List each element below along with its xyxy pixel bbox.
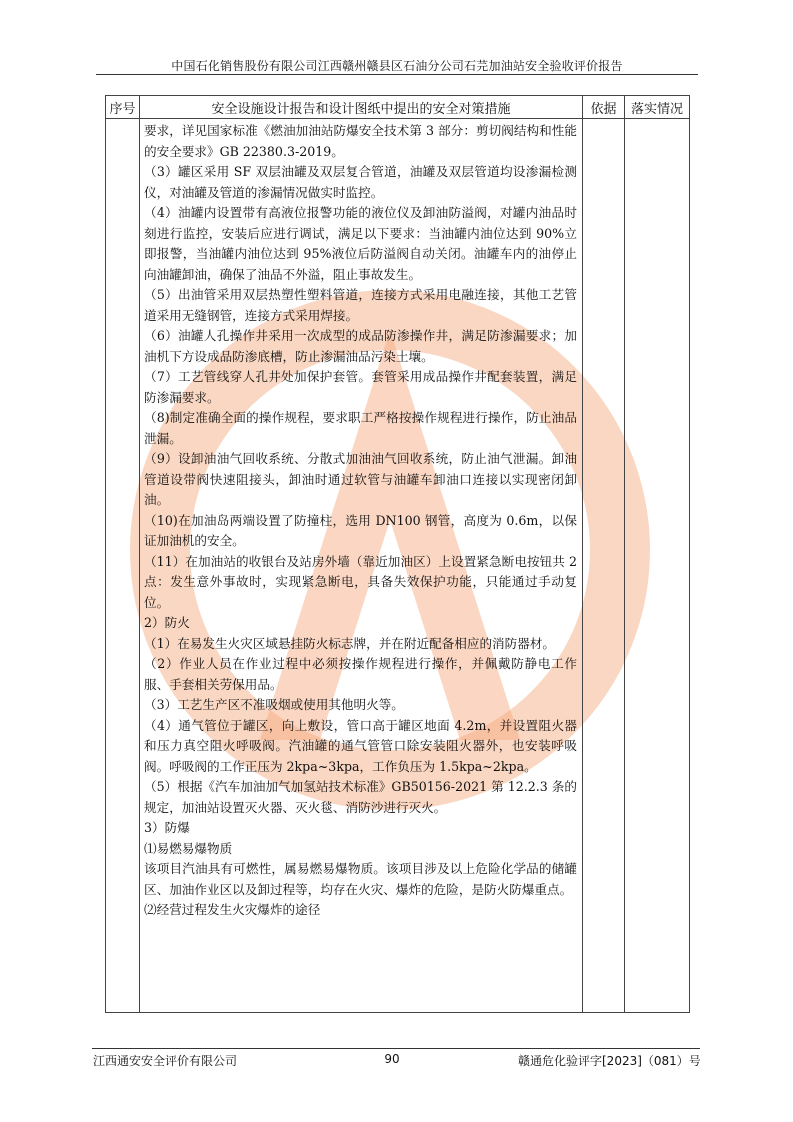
footer-company: 江西通安安全评价有限公司: [93, 1054, 238, 1068]
table-header-row: [106, 96, 690, 119]
paragraph: （3）工艺生产区不准吸烟或使用其他明火等。: [144, 697, 404, 712]
paragraph: （10)在加油岛两端设置了防撞柱，选用 DN100 钢管，高度为 0.6m，以保证加油机的安全。: [144, 512, 577, 548]
basis-cell: [583, 119, 625, 1013]
paragraph: （11）在加油站的收银台及站房外墙（靠近加油区）上设置紧急断电按钮共 2 点：发生意外事故时，实现紧急断电，具备失效保护功能，只能通过手动复位。: [144, 553, 577, 610]
subsection-heading: ⑵经营过程发生火灾爆炸的途径: [144, 902, 321, 917]
paragraph: 要求，详见国家标准《燃油加油站防爆安全技术第 3 部分：剪切阀结构和性能的安全要求》GB 22380.3-2019。: [144, 123, 577, 159]
column-header-status: 落实情况: [625, 96, 690, 119]
header-divider: [96, 74, 698, 75]
column-header-index: 序号: [106, 96, 140, 119]
paragraph: （4）油罐内设置带有高液位报警功能的液位仪及卸油防溢阀，对罐内油品时刻进行监控，安装后应进行调试，满足以下要求：当油罐内油位达到 90%立即报警，当油罐内油位达到 95%液位后防溢阀自动关闭。油罐车内的油停止向油罐卸油，确保了油品不外溢，阻止事故发生。: [144, 205, 577, 282]
subsection-heading: ⑴易燃易爆物质: [144, 840, 233, 856]
section-heading: 2）防火: [144, 615, 190, 630]
measures-cell: [140, 119, 583, 1013]
footer-divider: [92, 1048, 700, 1049]
column-header-basis: 依据: [583, 96, 625, 119]
paragraph: （9）设卸油油气回收系统、分散式加油油气回收系统，防止油气泄漏。卸油管道设带阀快速阻接头，卸油时通过软管与油罐车卸油口连接以实现密闭卸油。: [144, 451, 577, 507]
status-cell: [625, 119, 690, 1013]
paragraph: （3）罐区采用 SF 双层油罐及双层复合管道，油罐及双层管道均设渗漏检测仪，对油罐及管道的渗漏情况做实时监控。: [144, 164, 577, 200]
footer-doc-number: 赣通危化验评字[2023]（081）号: [518, 1054, 701, 1068]
index-cell: [106, 119, 140, 1013]
paragraph: （8)制定准确全面的操作规程，要求职工严格按操作规程进行操作，防止油品泄漏。: [144, 410, 577, 446]
paragraph: （5）根据《汽车加油加气加氢站技术标准》GB50156-2021 第 12.2.3 条的规定，加油站设置灭火器、灭火毯、消防沙进行灭火。: [144, 779, 577, 815]
page-number: 90: [384, 1052, 400, 1066]
column-header-measures: 安全设施设计报告和设计图纸中提出的安全对策措施: [140, 96, 583, 119]
table-row: [106, 119, 690, 1013]
paragraph: 该项目汽油具有可燃性，属易燃易爆物质。该项目涉及以上危险化学品的储罐 区、加油作业区以及卸过程等，均存在火灾、爆炸的危险，是防火防爆重点。: [144, 861, 577, 897]
paragraph: （4）通气管位于罐区，向上敷设，管口高于罐区地面 4.2m，并设置阻火器和压力真空阻火呼吸阀。汽油罐的通气管管口除安装阻火器外，也安装呼吸阀。呼吸阀的工作正压为 2kpa~3kpa，工作负压为 1.5kpa~2kpa。: [144, 717, 577, 774]
paragraph: （1）在易发生火灾区域悬挂防火标志牌，并在附近配备相应的消防器材。: [144, 635, 556, 651]
paragraph: （6）油罐人孔操作井采用一次成型的成品防渗操作井，满足防渗漏要求；加油机下方设成品防渗底槽，防止渗漏油品污染土壤。: [144, 328, 577, 364]
paragraph: （5）出油管采用双层热塑性塑料管道，连接方式采用电融连接，其他工艺管道采用无缝钢管，连接方式采用焊接。: [144, 287, 577, 323]
section-heading: 3）防爆: [144, 820, 190, 835]
report-header: 中国石化销售股份有限公司江西赣州赣县区石油分公司石芫加油站安全验收评价报告: [171, 59, 623, 73]
safety-measures-table: [105, 95, 690, 1013]
paragraph: （2）作业人员在作业过程中必须按操作规程进行操作，并佩戴防静电工作服、手套相关劳保用品。: [144, 656, 577, 692]
paragraph: （7）工艺管线穿人孔井处加保护套管。套管采用成品操作井配套装置，满足防渗漏要求。: [144, 369, 577, 405]
